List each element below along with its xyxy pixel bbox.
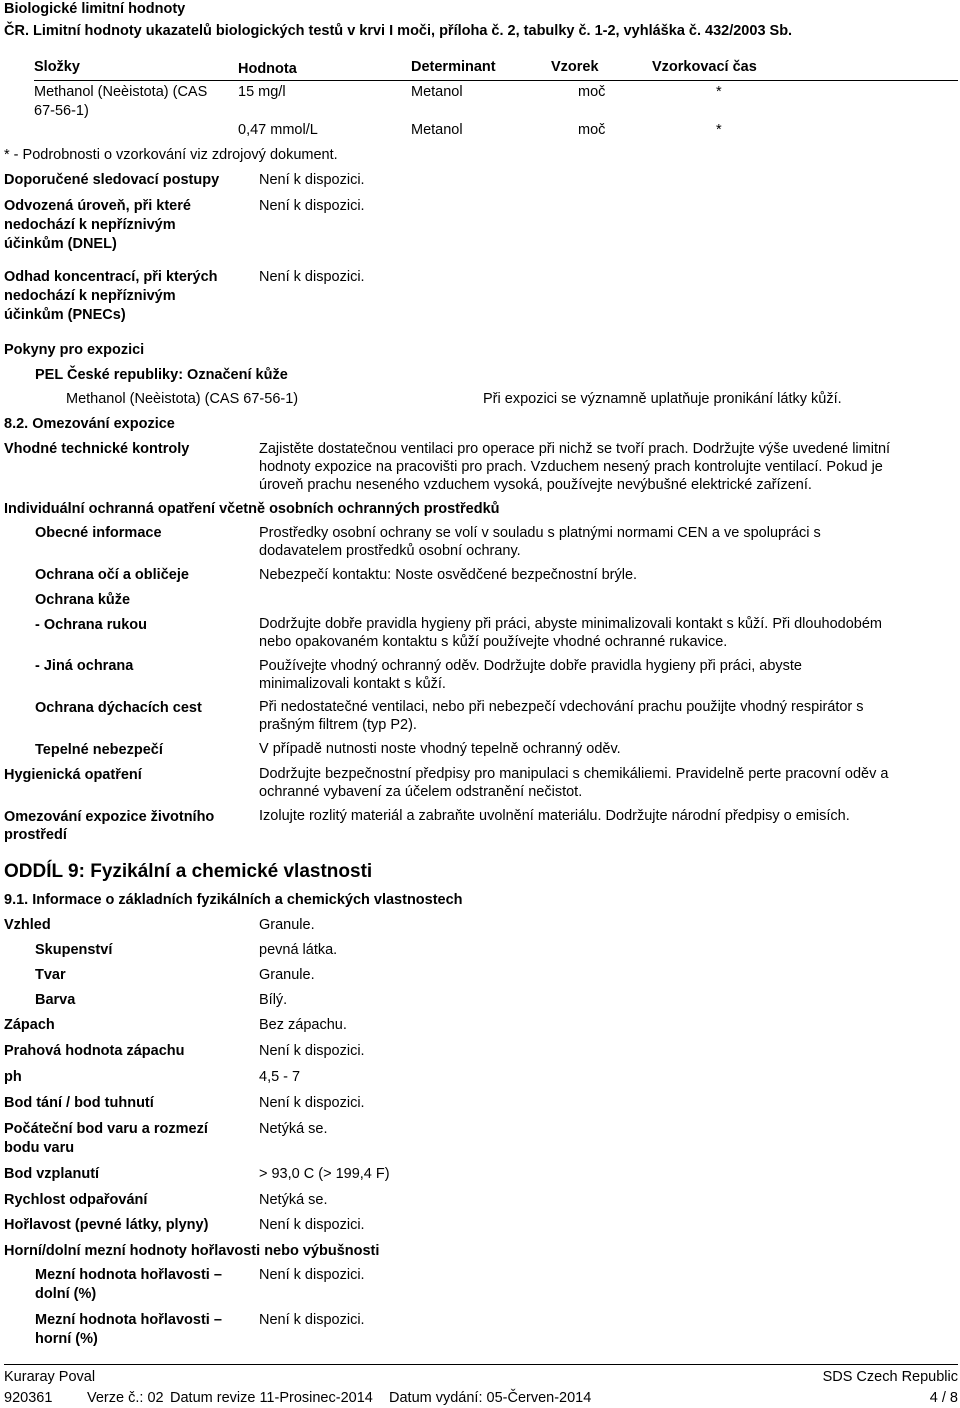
boiling-point-value: Netýká se. — [259, 1121, 328, 1137]
respiratory-line1: Při nedostatečné ventilaci, nebo při nebezpečí vdechování prachu použijte vhodný respirátor s — [259, 699, 864, 715]
other-protection-label: - Jiná ochrana — [35, 658, 134, 674]
row2-sample: moč — [578, 122, 606, 138]
other-protection-line2: minimalizovali kontakt s kůží. — [259, 676, 446, 692]
hygiene-label: Hygienická opatření — [4, 767, 142, 783]
bio-subheading: ČR. Limitní hodnoty ukazatelů biologických testů v krvi I moči, příloha č. 2, tabulky č. 1-2, vyhláška č. 432/2003 Sb. — [4, 23, 793, 39]
col-value: Hodnota — [238, 61, 297, 77]
ph-value: 4,5 - 7 — [259, 1069, 301, 1085]
hygiene-line1: Dodržujte bezpečnostní předpisy pro manipulaci s chemikáliemi. Pravidelně perte pracovní oděv a — [259, 766, 889, 782]
col-determinant: Determinant — [411, 59, 496, 75]
appearance-label: Vzhled — [4, 917, 51, 933]
hand-protection-line1: Dodržujte dobře pravidla hygieny při práci, abyste minimalizovali kontakt s kůží. Při dlouhodobém — [259, 616, 882, 632]
thermal-hazard-value: V případě nutnosti noste vhodný tepelně ochranný oděv. — [259, 741, 621, 757]
boiling-point-label-1: Počáteční bod varu a rozmezí — [4, 1121, 208, 1137]
lower-limit-label-1: Mezní hodnota hořlavosti – — [35, 1267, 222, 1283]
row1-determinant: Metanol — [411, 84, 463, 100]
pnec-label-2: nedochází k nepříznivým — [4, 288, 176, 304]
pel-component: Methanol (Neèistota) (CAS 67-56-1) — [66, 391, 299, 407]
component-name-line1: Methanol (Neèistota) (CAS — [34, 84, 208, 100]
dnel-label-3: účinkům (DNEL) — [4, 236, 117, 252]
thermal-hazard-label: Tepelné nebezpečí — [35, 742, 163, 758]
state-value: pevná látka. — [259, 942, 338, 958]
skin-protection-label: Ochrana kůže — [35, 592, 131, 608]
monitoring-label: Doporučené sledovací postupy — [4, 172, 220, 188]
flammability-limits-heading: Horní/dolní mezní hodnoty hořlavosti nebo výbušnosti — [4, 1243, 380, 1259]
general-info-line2: dodavatelem prostředků osobní ochrany. — [259, 543, 521, 559]
pel-note: Při expozici se významně uplatňuje pronikání látky kůží. — [483, 391, 842, 407]
eng-controls-line3: úroveň prachu neseného vzduchem vysoká, používejte nevýbušné elektrické zařízení. — [259, 477, 812, 493]
exposure-heading: Pokyny pro expozici — [4, 342, 145, 358]
flammability-value: Není k dispozici. — [259, 1217, 365, 1233]
env-exposure-label-2: prostředí — [4, 827, 67, 843]
form-label: Tvar — [35, 967, 66, 983]
footer-sds: SDS Czech Republic — [822, 1369, 958, 1385]
row1-value: 15 mg/l — [238, 84, 286, 100]
odor-threshold-value: Není k dispozici. — [259, 1043, 365, 1059]
eng-controls-label: Vhodné technické kontroly — [4, 441, 190, 457]
dnel-label-1: Odvozená úroveň, při které — [4, 198, 191, 214]
col-sampling-time: Vzorkovací čas — [652, 59, 757, 75]
row2-determinant: Metanol — [411, 122, 463, 138]
footer-version: Verze č.: 02 — [87, 1390, 164, 1406]
pnec-label-1: Odhad koncentrací, při kterých — [4, 269, 218, 285]
odor-value: Bez zápachu. — [259, 1017, 347, 1033]
respiratory-label: Ochrana dýchacích cest — [35, 700, 202, 716]
evaporation-rate-label: Rychlost odpařování — [4, 1192, 148, 1208]
eng-controls-line2: hodnoty expozice na pracovišti pro prach. Vzduchem nesený prach kontrolujte ventilací. Pokud je — [259, 459, 883, 475]
col-components: Složky — [34, 59, 80, 75]
upper-limit-value: Není k dispozici. — [259, 1312, 365, 1328]
eye-protection-value: Nebezpečí kontaktu: Noste osvědčené bezpečnostní brýle. — [259, 567, 638, 583]
general-info-line1: Prostředky osobní ochrany se volí v souladu s platnými normami CEN a ve spolupráci s — [259, 525, 821, 541]
bio-footnote: * - Podrobnosti o vzorkování viz zdrojový dokument. — [4, 147, 338, 163]
lower-limit-value: Není k dispozici. — [259, 1267, 365, 1283]
flash-point-value: > 93,0 C (> 199,4 F) — [259, 1166, 390, 1182]
boiling-point-label-2: bodu varu — [4, 1140, 75, 1156]
state-label: Skupenství — [35, 942, 113, 958]
pnec-label-3: účinkům (PNECs) — [4, 307, 126, 323]
dnel-label-2: nedochází k nepříznivým — [4, 217, 176, 233]
melting-point-label: Bod tání / bod tuhnutí — [4, 1095, 154, 1111]
hygiene-line2: ochranné vybavení za účelem odstranění nečistot. — [259, 784, 583, 800]
eye-protection-label: Ochrana očí a obličeje — [35, 567, 189, 583]
table-header-rule — [34, 80, 958, 81]
section-9-1-heading: 9.1. Informace o základních fyzikálních a chemických vlastnostech — [4, 892, 463, 908]
ph-label: ph — [4, 1069, 22, 1085]
odor-label: Zápach — [4, 1017, 55, 1033]
upper-limit-label-1: Mezní hodnota hořlavosti – — [35, 1312, 222, 1328]
lower-limit-label-2: dolní (%) — [35, 1286, 97, 1302]
monitoring-value: Není k dispozici. — [259, 172, 365, 188]
footer-revision-date: Datum revize 11-Prosinec-2014 — [170, 1390, 373, 1406]
eng-controls-line1: Zajistěte dostatečnou ventilaci pro operace při nichž se tvoří prach. Dodržujte výše uvedené limitní — [259, 441, 891, 457]
hand-protection-label: - Ochrana rukou — [35, 617, 147, 633]
row2-value: 0,47 mmol/L — [238, 122, 318, 138]
dnel-value: Není k dispozici. — [259, 198, 365, 214]
footer-issue-date: Datum vydání: 05-Červen-2014 — [389, 1390, 592, 1406]
general-info-label: Obecné informace — [35, 525, 162, 541]
appearance-value: Granule. — [259, 917, 315, 933]
footer-page-number: 4 / 8 — [929, 1390, 958, 1406]
footer-rule — [4, 1364, 958, 1365]
evaporation-rate-value: Netýká se. — [259, 1192, 328, 1208]
ppe-heading: Individuální ochranná opatření včetně osobních ochranných prostředků — [4, 501, 500, 517]
pel-heading: PEL České republiky: Označení kůže — [35, 367, 288, 383]
hand-protection-line2: nebo opakovaném kontaktu s kůží používejte vhodné ochranné rukavice. — [259, 634, 728, 650]
row2-time: * — [716, 122, 722, 138]
section-8-2: 8.2. Omezování expozice — [4, 416, 175, 432]
color-label: Barva — [35, 992, 76, 1008]
flammability-label: Hořlavost (pevné látky, plyny) — [4, 1217, 209, 1233]
other-protection-line1: Používejte vhodný ochranný oděv. Dodržujte dobře pravidla hygieny při práci, abyste — [259, 658, 802, 674]
form-value: Granule. — [259, 967, 315, 983]
footer-product-number: 920361 — [4, 1390, 53, 1406]
upper-limit-label-2: horní (%) — [35, 1331, 98, 1347]
color-value: Bílý. — [259, 992, 288, 1008]
col-sample: Vzorek — [551, 59, 599, 75]
pnec-value: Není k dispozici. — [259, 269, 365, 285]
component-name-line2: 67-56-1) — [34, 103, 89, 119]
footer-company: Kuraray Poval — [4, 1369, 96, 1385]
env-exposure-value: Izolujte rozlitý materiál a zabraňte uvolnění materiálu. Dodržujte národní předpisy o emisích. — [259, 808, 850, 824]
section-9-heading: ODDÍL 9: Fyzikální a chemické vlastnosti — [4, 861, 373, 882]
respiratory-line2: prašným filtrem (typ P2). — [259, 717, 417, 733]
melting-point-value: Není k dispozici. — [259, 1095, 365, 1111]
row1-time: * — [716, 84, 722, 100]
flash-point-label: Bod vzplanutí — [4, 1166, 100, 1182]
row1-sample: moč — [578, 84, 606, 100]
env-exposure-label-1: Omezování expozice životního — [4, 809, 215, 825]
bio-heading: Biologické limitní hodnoty — [4, 1, 186, 17]
odor-threshold-label: Prahová hodnota zápachu — [4, 1043, 185, 1059]
